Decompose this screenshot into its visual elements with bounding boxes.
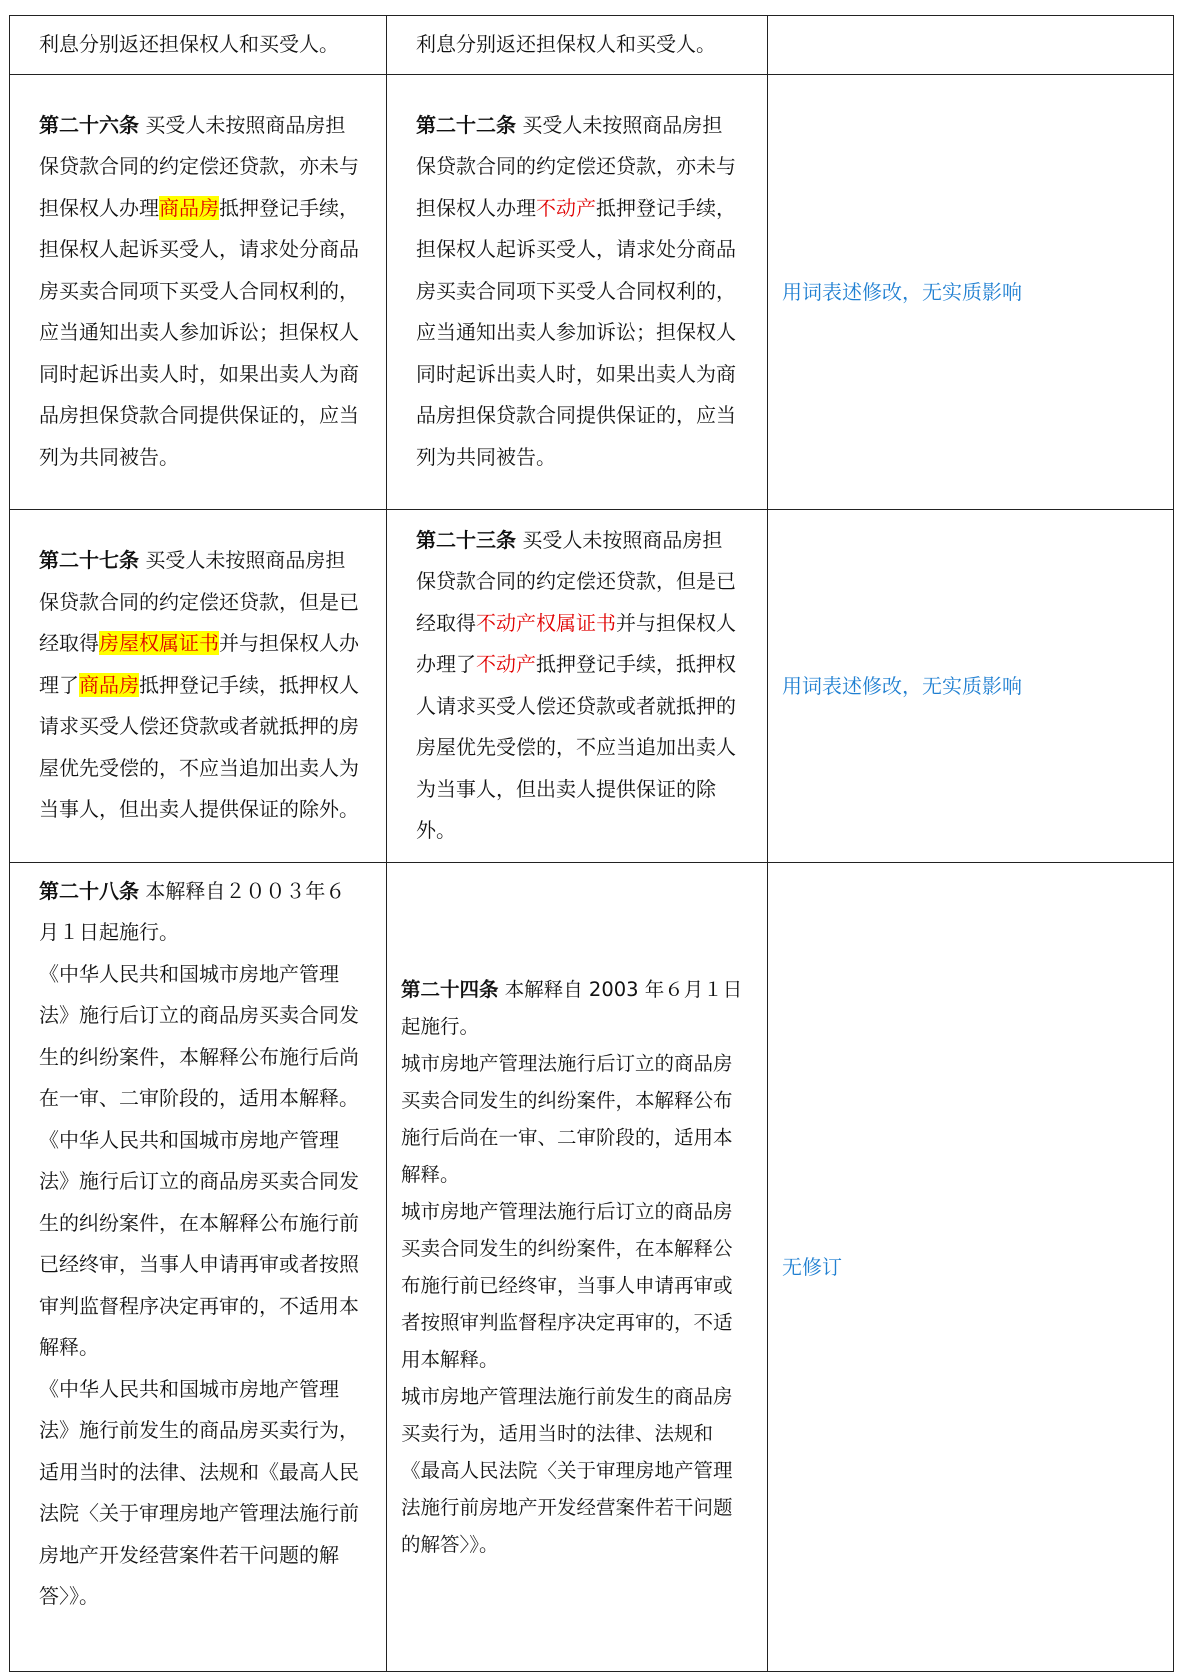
note-cell	[768, 16, 1174, 75]
table-row	[10, 862, 1174, 1671]
changed-term: 不动产	[536, 195, 596, 220]
new-text	[387, 97, 767, 487]
old-text	[10, 532, 386, 839]
old-text-cell	[10, 16, 387, 75]
revision-note: 无修订	[782, 1254, 842, 1279]
article-text: 抵押登记手续，担保权人起诉买受人，请求处分商品房买卖合同项下买受人合同权利的，应当通知出卖人参加诉讼；担保权人同时起诉出卖人时，如果出卖人为商品房担保贷款合同提供保证的，应当列为共同被告。	[416, 195, 736, 469]
old-text	[10, 97, 386, 487]
old-text-cell	[10, 509, 387, 862]
paragraph: 《中华人民共和国城市房地产管理法》施行后订立的商品房买卖合同发生的纠纷案件，在本解释公布施行前已经终审，当事人申请再审或者按照审判监督程序决定再审的，不适用本解释。	[39, 1127, 359, 1359]
article-number: 第二十四条	[401, 977, 499, 1001]
note-cell	[768, 509, 1174, 862]
new-text	[387, 963, 767, 1571]
paragraph: 城市房地产管理法施行前发生的商品房买卖行为，适用当时的法律、法规和《最高人民法院〈关于审理房地产管理法施行前房地产开发经营案件若干问题的解答〉》。	[401, 1384, 733, 1556]
old-text-cell	[10, 862, 387, 1671]
note-cell	[768, 74, 1174, 509]
new-text-cell	[387, 862, 768, 1671]
comparison-table	[9, 15, 1174, 1672]
article-number: 第二十八条	[39, 878, 139, 903]
changed-term: 不动产权属证书	[476, 610, 616, 635]
highlighted-term: 商品房	[79, 672, 139, 697]
new-text-cell	[387, 509, 768, 862]
new-text: 利息分别返还担保权人和买受人。	[416, 32, 716, 56]
new-text	[387, 512, 767, 860]
article-text: 买受人未按照商品房担保贷款合同的约定偿还贷款，但是已经取得	[39, 548, 359, 656]
article-text: 买受人未按照商品房担保贷款合同的约定偿还贷款，亦未与担保权人办理	[39, 112, 359, 220]
highlighted-term: 房屋权属证书	[99, 631, 219, 656]
new-text-cell	[387, 16, 768, 75]
article-text: 抵押登记手续，抵押权人请求买受人偿还贷款或者就抵押的房屋优先受偿的，不应当追加出卖人为当事人，但出卖人提供保证的除外。	[416, 652, 736, 842]
article-number: 第二十六条	[39, 112, 139, 137]
highlighted-term: 商品房	[159, 195, 219, 220]
article-text: 买受人未按照商品房担保贷款合同的约定偿还贷款，但是已经取得	[416, 527, 736, 635]
paragraph: 《中华人民共和国城市房地产管理法》施行后订立的商品房买卖合同发生的纠纷案件，本解释公布施行后尚在一审、二审阶段的，适用本解释。	[39, 961, 359, 1110]
article-text: 抵押登记手续，抵押权人请求买受人偿还贷款或者就抵押的房屋优先受偿的，不应当追加出卖人为当事人，但出卖人提供保证的除外。	[39, 672, 359, 822]
article-number: 第二十七条	[39, 548, 139, 573]
paragraph: 《中华人民共和国城市房地产管理法》施行前发生的商品房买卖行为，适用当时的法律、法规和《最高人民法院〈关于审理房地产管理法施行前房地产开发经营案件若干问题的解答〉》。	[39, 1376, 359, 1608]
article-text: 并与担保权人办理了	[39, 631, 359, 697]
new-text-cell	[387, 74, 768, 509]
changed-term: 不动产	[476, 652, 536, 676]
article-number: 第二十三条	[416, 527, 516, 552]
revision-note: 用词表述修改，无实质影响	[782, 279, 1022, 304]
article-text: 抵押登记手续，担保权人起诉买受人，请求处分商品房买卖合同项下买受人合同权利的，应当通知出卖人参加诉讼；担保权人同时起诉出卖人时，如果出卖人为商品房担保贷款合同提供保证的，应当列为共同被告。	[39, 195, 359, 469]
old-text	[10, 863, 386, 1626]
article-text: 买受人未按照商品房担保贷款合同的约定偿还贷款，亦未与担保权人办理	[416, 112, 736, 220]
article-number: 第二十二条	[416, 112, 516, 137]
article-text: 本解释自 2003 年６月１日起施行。	[401, 977, 743, 1038]
article-text: 本解释自２００３年６月１日起施行。	[39, 878, 346, 944]
old-text: 利息分别返还担保权人和买受人。	[39, 32, 339, 56]
table-row	[10, 74, 1174, 509]
table-row	[10, 509, 1174, 862]
paragraph: 城市房地产管理法施行后订立的商品房买卖合同发生的纠纷案件，本解释公布施行后尚在一审、二审阶段的，适用本解释。	[401, 1051, 733, 1186]
paragraph	[39, 871, 362, 954]
table-row	[10, 16, 1174, 75]
note-cell	[768, 862, 1174, 1671]
paragraph: 城市房地产管理法施行后订立的商品房买卖合同发生的纠纷案件，在本解释公布施行前已经终审，当事人申请再审或者按照审判监督程序决定再审的，不适用本解释。	[401, 1199, 733, 1371]
old-text-cell	[10, 74, 387, 509]
revision-note: 用词表述修改，无实质影响	[782, 673, 1022, 698]
article-text: 并与担保权人办理了	[416, 610, 736, 676]
paragraph	[401, 971, 747, 1045]
